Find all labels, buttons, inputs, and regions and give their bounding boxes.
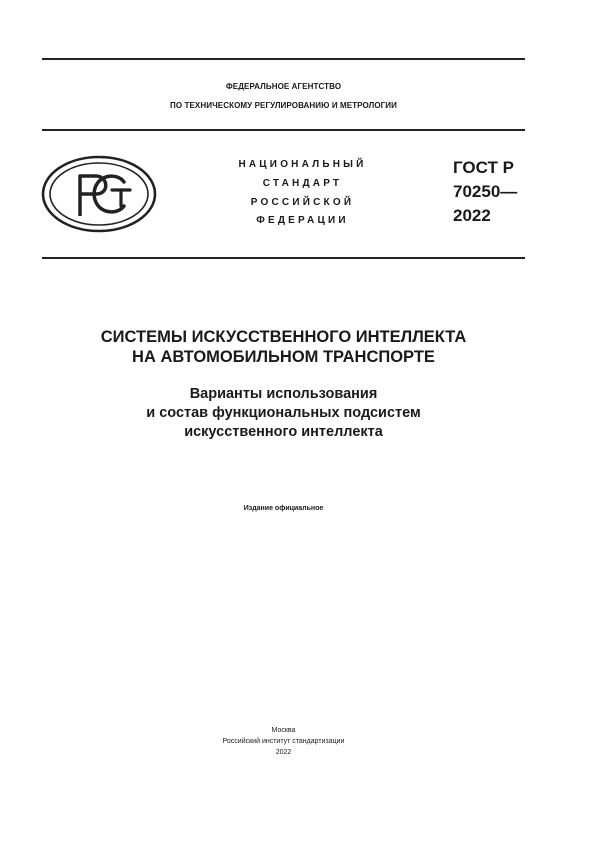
standard-type-line-4: ФЕДЕРАЦИИ (256, 215, 349, 226)
top-rule (42, 58, 525, 60)
document-title-line-1: СИСТЕМЫ ИСКУССТВЕННОГО ИНТЕЛЛЕКТА (100, 328, 467, 346)
standard-type-line-2: СТАНДАРТ (262, 178, 343, 189)
gost-number-line-1: ГОСТ Р (453, 158, 514, 177)
imprint-year: 2022 (275, 749, 292, 756)
standard-type-line-3: РОССИЙСКОЙ (250, 197, 355, 208)
agency-line-2: ПО ТЕХНИЧЕСКОМУ РЕГУЛИРОВАНИЮ И МЕТРОЛОГИИ (169, 101, 398, 110)
gost-number-line-2: 70250— (453, 182, 518, 201)
document-subtitle-line-3: искусственного интеллекта (184, 424, 383, 440)
standard-type-line-1: НАЦИОНАЛЬНЫЙ (238, 159, 367, 170)
imprint-city: Москва (271, 727, 296, 734)
document-title-line-2: НА АВТОМОБИЛЬНОМ ТРАНСПОРТЕ (132, 348, 435, 366)
imprint-publisher: Российский институт стандартизации (222, 738, 345, 745)
document-subtitle-line-2: и состав функциональных подсистем (146, 405, 421, 421)
document-subtitle-line-1: Варианты использования (189, 386, 378, 402)
edition-label: Издание официальное (243, 505, 324, 512)
header-rule (42, 129, 525, 131)
rst-gost-emblem-icon (40, 154, 158, 234)
middle-rule (42, 257, 525, 259)
agency-line-1: ФЕДЕРАЛЬНОЕ АГЕНТСТВО (225, 82, 342, 91)
gost-number-line-3: 2022 (453, 206, 491, 225)
